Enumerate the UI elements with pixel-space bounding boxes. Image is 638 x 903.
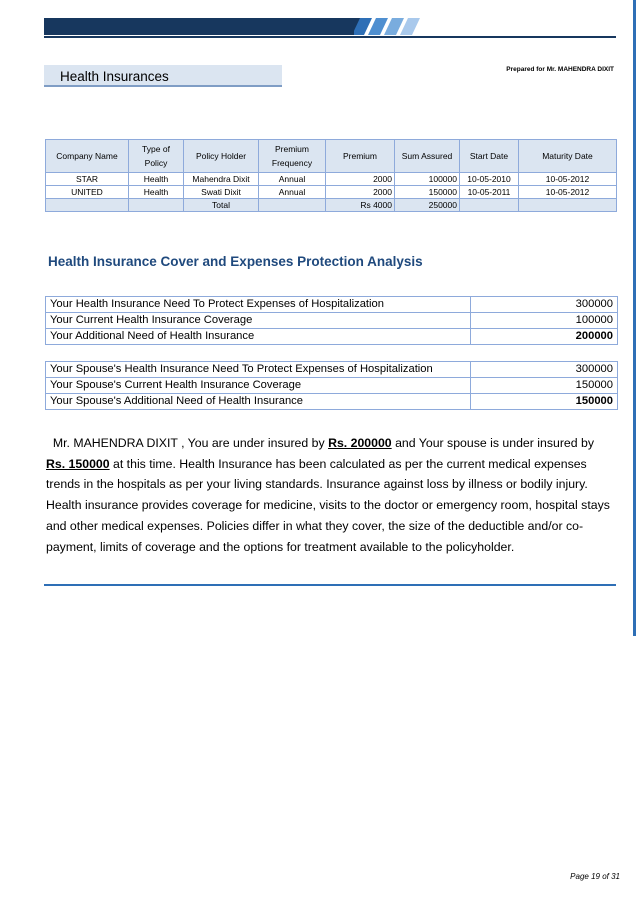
cell: Health	[129, 186, 184, 199]
page-number: Page 19 of 31	[570, 872, 620, 881]
column-header: Maturity Date	[519, 140, 617, 173]
table-row	[46, 329, 618, 345]
row-value: 100000	[471, 313, 618, 329]
spouse-analysis-table	[45, 361, 618, 410]
header-stripes	[354, 18, 434, 35]
header-rule	[44, 36, 616, 38]
cell: 2000	[326, 186, 395, 199]
underinsured-amount: Rs. 200000	[328, 436, 392, 450]
cell	[259, 199, 326, 212]
cell	[46, 199, 129, 212]
column-header: Type of Policy	[129, 140, 184, 173]
row-value: 150000	[471, 378, 618, 394]
row-label: Your Additional Need of Health Insurance	[46, 329, 471, 345]
column-header: Policy Holder	[184, 140, 259, 173]
row-label: Your Spouse's Health Insurance Need To Protect Expenses of Hospitalization	[46, 362, 471, 378]
cell: Swati Dixit	[184, 186, 259, 199]
cell: 10-05-2012	[519, 173, 617, 186]
cell: Annual	[259, 173, 326, 186]
column-header: Premium	[326, 140, 395, 173]
section-title: Health Insurances	[60, 69, 169, 84]
cell	[129, 199, 184, 212]
summary-text: and Your spouse is under insured by	[391, 436, 595, 450]
summary-paragraph	[46, 433, 614, 557]
cell	[519, 199, 617, 212]
total-row	[46, 199, 617, 212]
row-label: Your Health Insurance Need To Protect Expenses of Hospitalization	[46, 297, 471, 313]
table-row	[46, 186, 617, 199]
policy-table	[45, 139, 617, 212]
self-analysis-table	[45, 296, 618, 345]
policy-table-header	[46, 140, 617, 173]
total-premium: Rs 4000	[326, 199, 395, 212]
cell: UNITED	[46, 186, 129, 199]
table-row	[46, 297, 618, 313]
column-header: Company Name	[46, 140, 129, 173]
row-value: 300000	[471, 362, 618, 378]
header-band	[44, 18, 360, 35]
total-sum-assured: 250000	[395, 199, 460, 212]
table-row	[46, 362, 618, 378]
cell: 150000	[395, 186, 460, 199]
column-header: Sum Assured	[395, 140, 460, 173]
cell: 10-05-2010	[460, 173, 519, 186]
row-value: 150000	[471, 394, 618, 410]
cell: 10-05-2011	[460, 186, 519, 199]
row-label: Your Spouse's Additional Need of Health Insurance	[46, 394, 471, 410]
table-row	[46, 313, 618, 329]
row-value: 300000	[471, 297, 618, 313]
table-row	[46, 173, 617, 186]
right-margin-rule	[633, 0, 636, 636]
row-label: Your Spouse's Current Health Insurance Coverage	[46, 378, 471, 394]
spouse-underinsured-amount: Rs. 150000	[46, 456, 110, 471]
cell: Health	[129, 173, 184, 186]
summary-text: Mr. MAHENDRA DIXIT , You are under insured by	[52, 436, 329, 450]
column-header: Premium Frequency	[259, 140, 326, 173]
row-label: Your Current Health Insurance Coverage	[46, 313, 471, 329]
prepared-for-label: Prepared for Mr. MAHENDRA DIXIT	[506, 66, 614, 73]
cell: 100000	[395, 173, 460, 186]
cell: Annual	[259, 186, 326, 199]
cell: 10-05-2012	[519, 186, 617, 199]
table-row	[46, 378, 618, 394]
analysis-title: Health Insurance Cover and Expenses Protection Analysis	[48, 254, 423, 269]
cell: 2000	[326, 173, 395, 186]
cell	[460, 199, 519, 212]
row-value: 200000	[471, 329, 618, 345]
table-row	[46, 394, 618, 410]
column-header: Start Date	[460, 140, 519, 173]
cell: Mahendra Dixit	[184, 173, 259, 186]
cell: STAR	[46, 173, 129, 186]
total-label: Total	[184, 199, 259, 212]
summary-text: at this time. Health Insurance has been calculated as per the current medical expenses trends in the hospitals as per your living standards. Insurance against loss by illness or bodily injury. Health insurance provides coverage for medicine, visits to the doctor or emergency room, hospital stays and other medical expenses. Policies differ in what they cover, the size of the deductible and/or co-payment, limits of coverage and the options for treatment available to the policyholder.	[46, 456, 610, 554]
section-divider	[44, 584, 616, 586]
